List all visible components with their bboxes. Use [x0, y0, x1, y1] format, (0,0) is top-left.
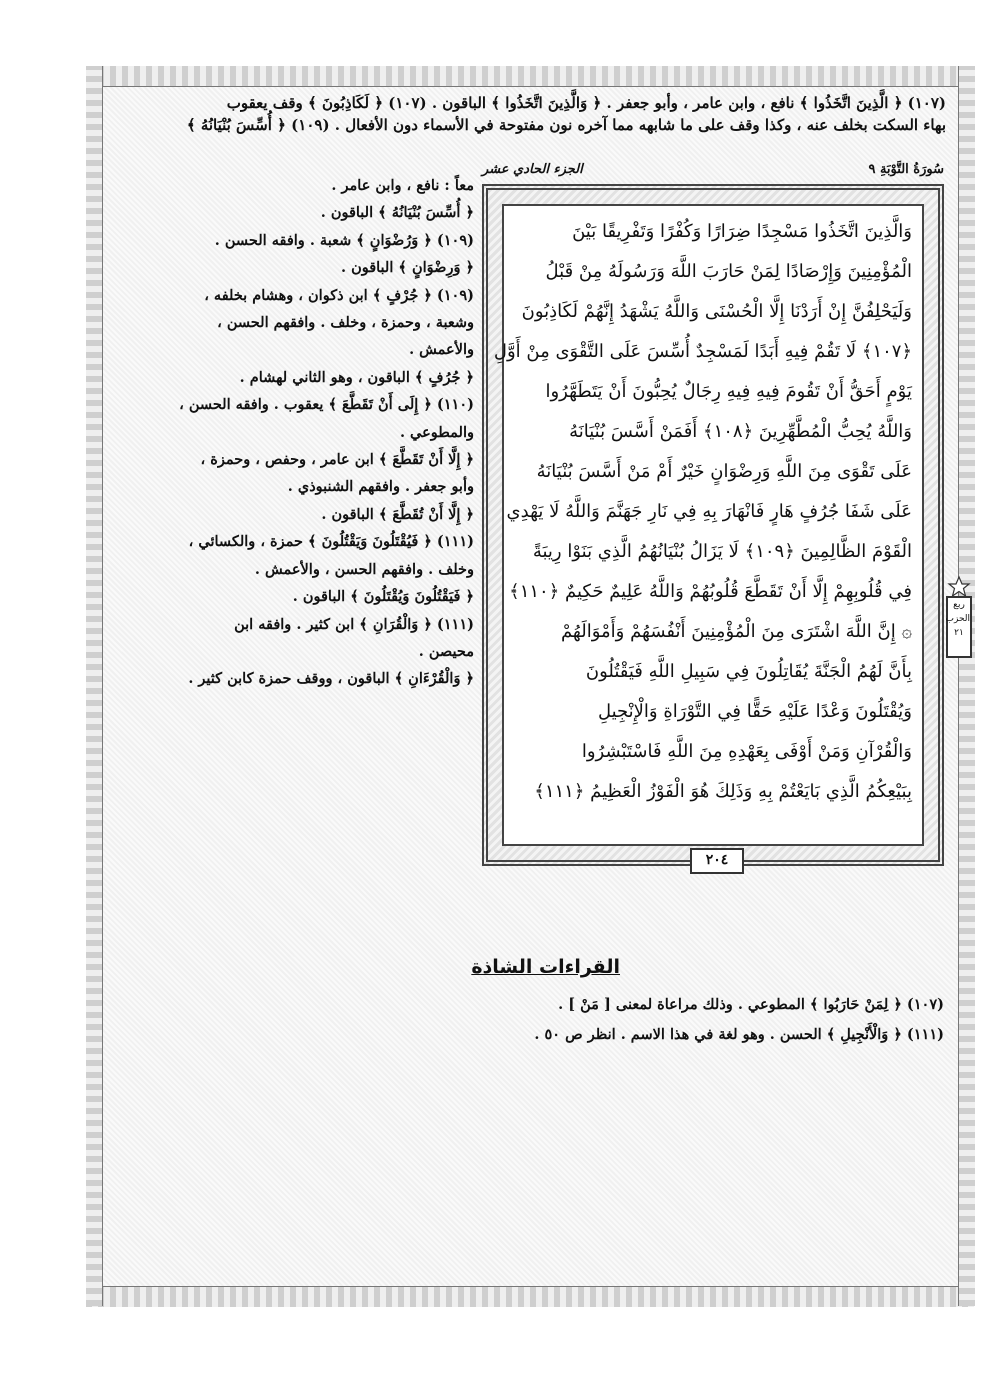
readings-notes [112, 172, 474, 693]
mushaf-page [482, 184, 944, 866]
frame-border-left [86, 66, 103, 1306]
quran-line: عَلَى تَقْوَى مِنَ اللَّهِ وَرِضْوَانٍ خَيْرٌ أَمْ مَنْ أَسَّسَ بُنْيَانَهُ [536, 461, 912, 482]
top-note-line: بهاء السكت بخلف عنه ، وكذا وقف على ما شابهه مما آخره نون مفتوحة في الأسماء دون الأفعال . (١٠٩) ﴿ أُسِّسَ بُنْيَانُهُ ﴾ [186, 116, 946, 134]
note-line: وخلف . وافقهم الحسن ، والأعمش . [254, 560, 474, 578]
note-line: ﴿ إِلَّا أَنْ تَقَطَّعَ ﴾ ابن عامر ، وحفص ، وحمزة ، [200, 451, 474, 469]
quran-line: ﴿١٠٧﴾ لَا تَقُمْ فِيهِ أَبَدًا لَمَسْجِدٌ أُسِّسَ عَلَى التَّقْوَى مِنْ أَوَّلِ [493, 341, 912, 362]
note-line: وشعبة ، وحمزة ، وخلف . وافقهم الحسن ، [217, 314, 474, 332]
top-notes [112, 92, 946, 136]
quran-line: ۞ إِنَّ اللَّهَ اشْتَرَى مِنَ الْمُؤْمِنِينَ أَنْفُسَهُمْ وَأَمْوَالَهُمْ [560, 621, 912, 642]
note-line: (١٠٩) ﴿ جُرْفٍ ﴾ ابن ذكوان ، وهشام بخلفه ، [204, 286, 474, 304]
quran-line: بِأَنَّ لَهُمُ الْجَنَّةَ يُقَاتِلُونَ فِي سَبِيلِ اللَّهِ فَيَقْتُلُونَ [585, 661, 912, 682]
note-line: ﴿ جُرُفٍ ﴾ الباقون ، وهو الثاني لهشام . [239, 368, 474, 386]
note-line: (١١١) ﴿ وَالْقُرَانِ ﴾ ابن كثير . وافقه ابن [234, 615, 474, 633]
quran-line: وَالَّذِينَ اتَّخَذُوا مَسْجِدًا ضِرَارًا وَكُفْرًا وَتَفْرِيقًا بَيْنَ [572, 221, 912, 242]
note-line: محيصن . [418, 642, 474, 660]
quran-line: بِبَيْعِكُمُ الَّذِي بَايَعْتُمْ بِهِ وَذَلِكَ هُوَ الْفَوْزُ الْعَظِيمُ ﴿١١١﴾ [534, 781, 912, 802]
quran-line: الْمُؤْمِنِينَ وَإِرْصَادًا لِمَنْ حَارَبَ اللَّهَ وَرَسُولَهُ مِنْ قَبْلُ [545, 261, 912, 282]
note-line: ﴿ فَيَقْتُلُونَ وَيُقْتَلُونَ ﴾ الباقون . [292, 588, 474, 606]
quran-line: وَيُقْتَلُونَ وَعْدًا عَلَيْهِ حَقًّا فِي التَّوْرَاةِ وَالْإِنْجِيلِ [597, 701, 912, 722]
quran-text [493, 212, 912, 812]
surah-title: سُورَةُ التَّوْبَةِ ٩ [868, 162, 944, 177]
quran-line: وَلَيَحْلِفُنَّ إِنْ أَرَدْنَا إِلَّا الْحُسْنَى وَاللَّهُ يَشْهَدُ إِنَّهُمْ لَكَاذِبُونَ [521, 301, 912, 322]
quran-line: فِي قُلُوبِهِمْ إِلَّا أَنْ تَقَطَّعَ قُلُوبُهُمْ وَاللَّهُ عَلِيمٌ حَكِيمٌ ﴿١١٠﴾ [509, 581, 912, 602]
note-line: (١٠٩) ﴿ وَرُضْوَانٍ ﴾ شعبة . وافقه الحسن . [214, 231, 474, 249]
top-note-line: (١٠٧) ﴿ الَّذِينَ اتَّخَذُوا ﴾ نافع ، وابن عامر ، وأبو جعفر . ﴿ وَالَّذِينَ اتَّخَذُوا ﴾ الباقون . (١٠٧) ﴿ لَكَاذِبُونَ ﴾ وقف يعقوب [226, 94, 946, 112]
note-line: معاً : نافع ، وابن عامر . [331, 177, 474, 194]
note-line: (١٠٧) ﴿ لِمَنْ حَارَبُوا ﴾ المطوعي . وذلك مراعاة لمعنى [ مَنْ ] . [558, 996, 944, 1013]
note-line: وأبو جعفر . وافقهم الشنبوذي . [287, 478, 474, 496]
note-line: والأعمش . [409, 341, 474, 359]
frame-border-right [958, 66, 975, 1306]
note-line: والمطوعي . [399, 423, 474, 441]
quran-line: الْقَوْمَ الظَّالِمِينَ ﴿١٠٩﴾ لَا يَزَالُ بُنْيَانُهُمُ الَّذِي بَنَوْا رِيبَةً [532, 541, 912, 562]
note-line: ﴿ إِلَّا أَنْ تُقَطَّعَ ﴾ الباقون . [321, 505, 474, 523]
note-line: (١١٠) ﴿ إِلَى أَنْ تَقَطَّعَ ﴾ يعقوب . وافقه الحسن ، [179, 396, 474, 414]
page-number: ٢٠٤ [690, 848, 744, 874]
note-line: ﴿ وَالْقُرْءَانِ ﴾ الباقون ، ووقف حمزة كابن كثير . [188, 670, 474, 688]
juz-title: الجزء الحادي عشر [482, 162, 583, 177]
hizb-marker: ربع الحزب ٢١ [946, 596, 972, 658]
mushaf-text-area [493, 204, 924, 846]
note-line: ﴿ وَرِضْوَانٍ ﴾ الباقون . [340, 259, 474, 277]
quran-line: وَاللَّهُ يُحِبُّ الْمُطَّهِّرِينَ ﴿١٠٨﴾ أَفَمَنْ أَسَّسَ بُنْيَانَهُ [569, 421, 912, 442]
mushaf-header [482, 162, 944, 184]
note-line: (١١١) ﴿ فَيُقْتَلُونَ وَيَقْتُلُونَ ﴾ حمزة ، والكسائي ، [188, 533, 474, 551]
note-line: (١١١) ﴿ وَالْأَنْجِيلِ ﴾ الحسن . وهو لغة في هذا الاسم . انظر ص ٥٠ . [534, 1026, 944, 1043]
quran-line: عَلَى شَفَا جُرُفٍ هَارٍ فَانْهَارَ بِهِ فِي نَارِ جَهَنَّمَ وَاللَّهُ لَا يَهْدِي [506, 501, 912, 522]
shadhah-notes [300, 990, 944, 1050]
hizb-ornament-icon [948, 576, 970, 598]
note-line: ﴿ أُسِّسَ بُنْيَانُهُ ﴾ الباقون . [320, 204, 474, 222]
quran-line: وَالْقُرْآنِ وَمَنْ أَوْفَى بِعَهْدِهِ مِنَ اللَّهِ فَاسْتَبْشِرُوا [581, 741, 912, 762]
frame-border-top [86, 66, 974, 87]
section-title: القراءات الشاذة [471, 956, 620, 978]
quran-line: يَوْمٍ أَحَقُّ أَنْ تَقُومَ فِيهِ فِيهِ رِجَالٌ يُحِبُّونَ أَنْ يَتَطَهَّرُوا [545, 381, 912, 402]
frame-border-bottom [86, 1286, 974, 1307]
